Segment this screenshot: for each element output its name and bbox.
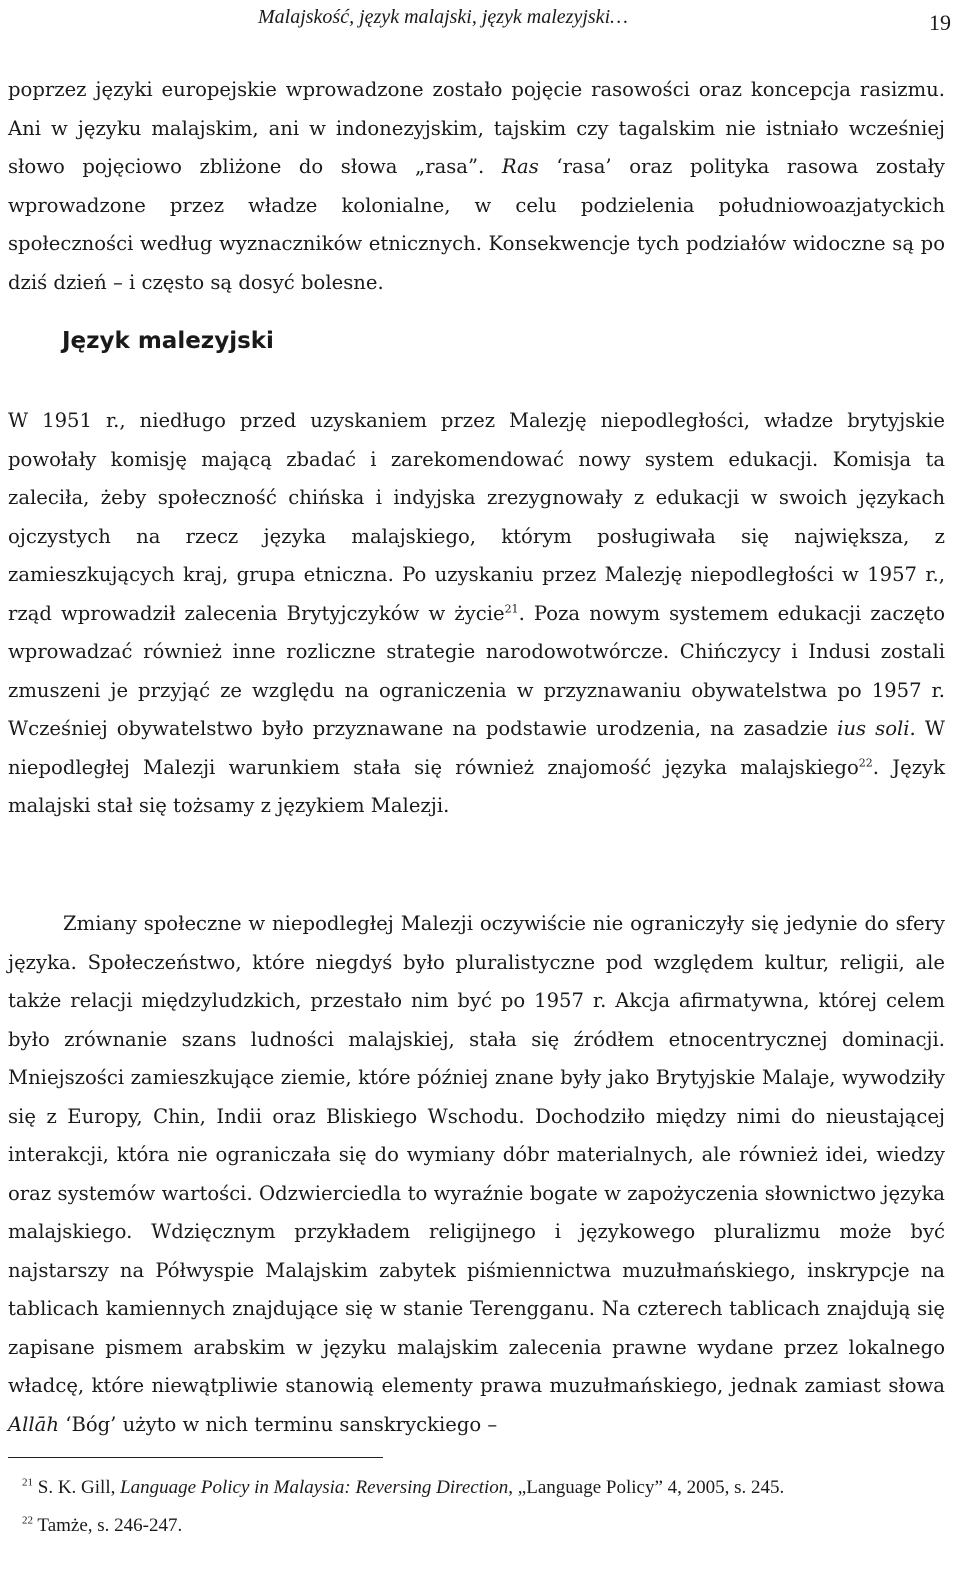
page-number: 19	[929, 10, 951, 35]
term-ras: Ras	[501, 155, 539, 178]
paragraph-2-text-d: . Język malajski stał się tożsamy z językiem Malezji.	[8, 755, 945, 817]
paragraph-1-text-a: poprzez języki europejskie wprowadzone zostało pojęcie rasowości oraz koncepcja rasizmu. Ani w języku malajskim, ani w indonezyjskim, tajskim czy tagalskim nie istniało wcześniej słowo pojęciowo zbliżone do słowa „rasa”.	[8, 78, 945, 178]
paragraph-3-text-a: Zmiany społeczne w niepodległej Malezji oczywiście nie ograniczyły się jedynie do sfery języka. Społeczeństwo, które niegdyś było pluralistyczne pod względem kultur, religii, ale także relacji międzyludzkich, przestało nim być po 1957 r. Akcja afirmatywna, której celem było zrównanie szans ludności malajskiej, stała się źródłem etnocentrycznej dominacji. Mniejszości zamieszkujące ziemie, które później znane były jako Brytyjskie Malaje, wywodziły się z Europy, Chin, Indii oraz Bliskiego Wschodu. Dochodziło między nimi do nieustającej interakcji, która nie ograniczała się do wymiany dóbr materialnych, ale również idei, wiedzy oraz systemów wartości. Odzwierciedla to wyraźnie bogate w zapożyczenia słownictwo języka malajskiego. Wdzięcznym przykładem religijnego i językowego pluralizmu może być najstarszy na Półwyspie Malajskim zabytek piśmiennictwa muzułmańskiego, inskrypcje na tablicach kamiennych znajdujące się w stanie Terengganu. Na czterech tablicach znajdują się zapisane pismem arabskim w języku malajskim zalecenia prawne wydane przez lokalnego władcę, które niewątpliwie stanowią elementy prawa muzułmańskiego, jednak zamiast słowa	[8, 912, 945, 1397]
footnote-author: S. K. Gill,	[37, 1477, 121, 1498]
footnote-text: Tamże, s. 246-247.	[37, 1515, 183, 1536]
footnote-ref-22[interactable]: 22	[858, 755, 873, 769]
footnote-ref-21[interactable]: 21	[504, 601, 519, 615]
section-heading: Język malezyjski	[62, 328, 274, 354]
term-ius-soli: ius soli	[837, 717, 910, 740]
footnote-book-title: Language Policy in Malaysia: Reversing Direction	[120, 1477, 509, 1498]
paragraph-1-text-b: ‘rasa’ oraz polityka rasowa zostały wprowadzone przez władze kolonialne, w celu podzielenia południowoazjatyckich społeczności według wyznaczników etnicznych. Konsekwencje tych podziałów widoczne są po dziś dzień – i często są dosyć bolesne.	[8, 155, 945, 294]
footnote-separator	[8, 1457, 383, 1458]
footnote-number: 21	[22, 1476, 33, 1489]
term-allah: Allāh	[8, 1412, 59, 1436]
paragraph-2-text-b: . Poza nowym systemem edukacji zaczęto wprowadzać również inne rozliczne strategie narodowotwórcze. Chińczycy i Indusi zostali zmuszeni je przyjąć ze względu na ograniczenia w przyznawaniu obywatelstwa po 1957 r. Wcześniej obywatelstwo było przyznawane na podstawie urodzenia, na zasadzie	[8, 601, 945, 740]
footnote-22	[22, 1515, 182, 1537]
footnote-21	[22, 1477, 784, 1499]
footnote-number: 22	[22, 1514, 33, 1527]
running-head	[0, 4, 960, 36]
paragraph-3-text-b: ‘Bóg’ użyto w nich terminu sanskryckiego –	[58, 1412, 498, 1436]
running-title: Malajskość, język malajski, język malezyjski…	[258, 6, 628, 28]
paragraph-2-text-a: W 1951 r., niedługo przed uzyskaniem przez Malezję niepodległości, władze brytyjskie powołały komisję mającą zbadać i zarekomendować nowy system edukacji. Komisja ta zaleciła, żeby społeczność chińska i indyjska zrezygnowały z edukacji w swoich językach ojczystych na rzecz języka malajskiego, którym posługiwała się największa, z zamieszkujących kraj, grupa etniczna. Po uzyskaniu przez Malezję niepodległości w 1957 r., rząd wprowadził zalecenia Brytyjczyków w życie	[8, 409, 945, 625]
paragraph-1	[8, 71, 945, 302]
paragraph-2-text-c: . W niepodległej Malezji warunkiem stała się również znajomość języka malajskiego	[8, 717, 945, 779]
paragraph-3	[8, 905, 945, 1444]
footnote-citation-rest: , „Language Policy” 4, 2005, s. 245.	[508, 1477, 785, 1498]
paragraph-2	[8, 402, 945, 826]
